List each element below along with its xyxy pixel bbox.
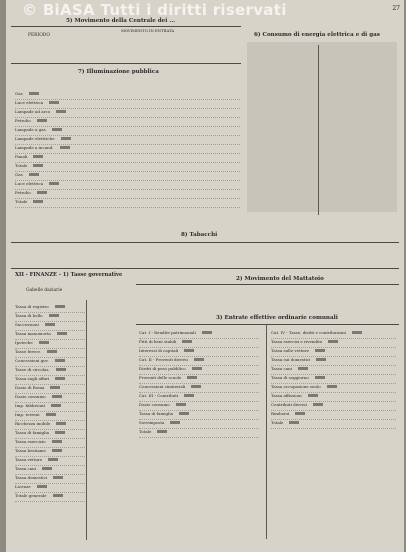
finance-row [15,322,85,331]
municipal-row-label: Totale [139,429,152,434]
finance-row-label: Tassa di bollo [15,313,43,318]
smudged-value [39,341,49,344]
smudged-value [47,350,57,353]
lighting-row [15,145,240,154]
smudged-value [56,368,66,371]
lighting-row [15,181,240,190]
smudged-value [56,110,66,113]
municipal-row-label: Cat. I - Rendite patrimoniali [139,330,196,335]
document-page [6,0,404,552]
finance-row-label: Ricchezza mobile [15,421,51,426]
finance-row-label: Imp. fabbricati [15,403,46,408]
municipal-row [139,357,259,366]
finance-row [15,448,85,457]
smudged-value [37,119,47,122]
municipal-row [139,339,259,348]
smudged-value [184,394,194,397]
lighting-row-label: Lampade elettriche [15,136,55,141]
lighting-row [15,154,240,163]
finance-row-label: Tasse ferrov. [15,349,41,354]
smudged-value [315,376,325,379]
lighting-table [15,91,240,208]
finance-row-label: Dazio consumo [15,394,46,399]
lighting-row [15,136,240,145]
finance-row-label: Imp. terreni [15,412,40,417]
finance-row-label: Tassa manomorta [15,331,51,336]
finance-row-label: Licenze [15,484,31,489]
smudged-value [295,412,305,415]
smudged-value [53,494,63,497]
smudged-value [33,155,43,158]
lighting-row [15,190,240,199]
finance-table [15,304,85,502]
finance-row-label: Tasse di circolaz. [15,367,50,372]
finance-row [15,358,85,367]
smudged-value [45,323,55,326]
smudged-value [55,431,65,434]
revenue-row [271,366,396,375]
section-title-lighting: 7) Illuminazione pubblica [78,69,159,75]
finance-row-label: Tassa di registro [15,304,49,309]
lighting-row [15,118,240,127]
smudged-value [48,458,58,461]
page-number: 27 [392,5,400,12]
lighting-row-label: Fanali [15,154,28,159]
finance-row [15,403,85,412]
smudged-value [352,331,362,334]
smudged-value [187,376,197,379]
finance-row [15,394,85,403]
revenue-row-label: Tassa sui domestici [271,357,311,362]
revenue-row-label: Totale [271,420,284,425]
municipal-row-label: Tassa di famiglia [139,411,174,416]
lighting-row-label: Gas [15,91,23,96]
smudged-value [52,395,62,398]
municipal-row-label: Diritti di peso pubblico [139,366,186,371]
finance-row [15,466,85,475]
finance-row [15,340,85,349]
finance-row [15,412,85,421]
lighting-row [15,100,240,109]
revenue-row [271,402,396,411]
lighting-row-label: Totale [15,199,28,204]
municipal-row [139,375,259,384]
smudged-value [46,413,56,416]
lighting-row-label: Luce elettrica [15,100,44,105]
smudged-value [60,146,70,149]
finance-row-label: Dazio di Roma [15,385,45,390]
finance-row [15,313,85,322]
lighting-row-label: Lampade a gas [15,127,46,132]
lighting-row-label: Luce elettrica [15,181,44,186]
municipal-row-label: Sovrimposta [139,420,165,425]
revenue-row [271,384,396,393]
smudged-value [327,385,337,388]
revenue-row [271,420,396,429]
finance-row [15,349,85,358]
section-title-municipal: 2) Movimento del Mattatoio [236,276,324,282]
revenue-table [271,330,396,429]
municipal-row [139,366,259,375]
revenue-row-label: Tassa cani [271,366,292,371]
smudged-value [192,367,202,370]
finance-row-label: Tassa cani [15,466,36,471]
smudged-value [49,101,59,104]
section-title-tobacco: 8) Tabacchi [181,232,218,238]
smudged-value [49,314,59,317]
smudged-value [49,182,59,185]
smudged-value [176,403,186,406]
finance-row-label: Tassa domestici [15,475,48,480]
municipal-row [139,330,259,339]
finance-row-label: Tassa vetture [15,457,43,462]
municipal-row-label: Cat. III - Contributi [139,393,179,398]
section-subtitle-finance: Gabelle daziarie [26,288,63,293]
finance-row [15,439,85,448]
finance-row-label: Concessioni gov. [15,358,49,363]
smudged-value [33,164,43,167]
revenue-row-label: Contributi diversi [271,402,307,407]
section-title-gas: 6) Consumo di energia elettrica e di gas [254,32,380,38]
smudged-value [289,421,299,424]
smudged-value [315,349,325,352]
smudged-value [298,367,308,370]
municipal-row-label: Dazio consumo [139,402,170,407]
revenue-row-label: Rimborsi [271,411,290,416]
smudged-value [57,332,67,335]
smudged-value [55,359,65,362]
smudged-value [51,404,61,407]
revenue-row-label: Tassa sulle vetture [271,348,310,353]
smudged-value [52,128,62,131]
municipal-row-label: Proventi delle scuole [139,375,182,380]
lighting-row [15,109,240,118]
watermark: © BiASA Tutti i diritti riservati [22,1,287,19]
finance-row [15,430,85,439]
municipal-row-label: Fitti di beni stabili [139,339,177,344]
smudged-value [53,476,63,479]
smudged-value [29,92,39,95]
smudged-value [184,349,194,352]
lighting-row [15,199,240,208]
finance-row [15,367,85,376]
municipal-row [139,420,259,429]
finance-row [15,421,85,430]
revenue-row [271,411,396,420]
smudged-value [182,340,192,343]
municipal-table [139,330,259,438]
lighting-row-label: Lampade ad arco [15,109,51,114]
smudged-value [37,191,47,194]
lighting-row-label: Gas [15,172,23,177]
smudged-value [328,340,338,343]
revenue-row [271,393,396,402]
revenue-row-label: Tassa affissioni [271,393,302,398]
finance-row-label: Successioni [15,322,39,327]
smudged-value [191,385,201,388]
finance-row [15,493,85,502]
smudged-value [37,485,47,488]
municipal-row-label: Cat. II - Proventi diversi [139,357,188,362]
section-title-finance: XII - FINANZE - 1) Tasse governative [15,272,123,278]
finance-row-label: Tassa esercizio [15,439,46,444]
revenue-row-label: Tassa occupazione suolo [271,384,321,389]
smudged-value [55,305,65,308]
smudged-value [179,412,189,415]
smudged-value [61,137,71,140]
municipal-row [139,393,259,402]
smudged-value [194,358,204,361]
revenue-row-label: Tassa esercizi e rivendite [271,339,323,344]
municipal-row [139,411,259,420]
finance-row-label: Tassa sugli affari [15,376,50,381]
finance-row [15,484,85,493]
municipal-row-label: Interessi di capitali [139,348,179,353]
municipal-row [139,402,259,411]
smudged-value [33,200,43,203]
col-periodo: PERIODO [28,33,50,38]
smudged-value [55,377,65,380]
smudged-value [157,430,167,433]
finance-row [15,376,85,385]
municipal-row-label: Concessioni cimiteriali [139,384,186,389]
revenue-row [271,330,396,339]
smudged-value [56,422,66,425]
revenue-row-label: Cat. IV - Tasse, diritti e contribuzioni [271,330,346,335]
smudged-value [170,421,180,424]
smudged-value [202,331,212,334]
lighting-row [15,91,240,100]
smudged-value [313,403,323,406]
smudged-value [29,173,39,176]
municipal-row [139,348,259,357]
smudged-value [50,386,60,389]
revenue-row [271,375,396,384]
col-group: MOVIMENTO IN ENTRATA [121,28,175,33]
finance-row-label: Ipoteche [15,340,33,345]
finance-row-label: Totale generale [15,493,47,498]
lighting-row-label: Petrolio [15,190,31,195]
smudged-value [316,358,326,361]
smudged-value [52,449,62,452]
finance-row [15,457,85,466]
revenue-row-label: Tassa di soggiorno [271,375,309,380]
lighting-row [15,127,240,136]
lighting-row-label: Totale [15,163,28,168]
finance-row-label: Tassa bestiame [15,448,46,453]
revenue-row [271,348,396,357]
lighting-row-label: Lampade a incand. [15,145,54,150]
smudged-value [42,467,52,470]
smudged-value [52,440,62,443]
municipal-row [139,429,259,438]
section-title-central: 5) Movimento della Centrale dei ... [66,18,176,24]
finance-row-label: Tassa di famiglia [15,430,50,435]
finance-row [15,331,85,340]
lighting-row [15,172,240,181]
smudged-value [308,394,318,397]
revenue-row [271,357,396,366]
section-title-revenue: 3) Entrate effettive ordinarie comunali [216,315,338,321]
lighting-row-label: Petrolio [15,118,31,123]
finance-row [15,475,85,484]
revenue-row [271,339,396,348]
municipal-row [139,384,259,393]
finance-row [15,385,85,394]
finance-row [15,304,85,313]
lighting-row [15,163,240,172]
